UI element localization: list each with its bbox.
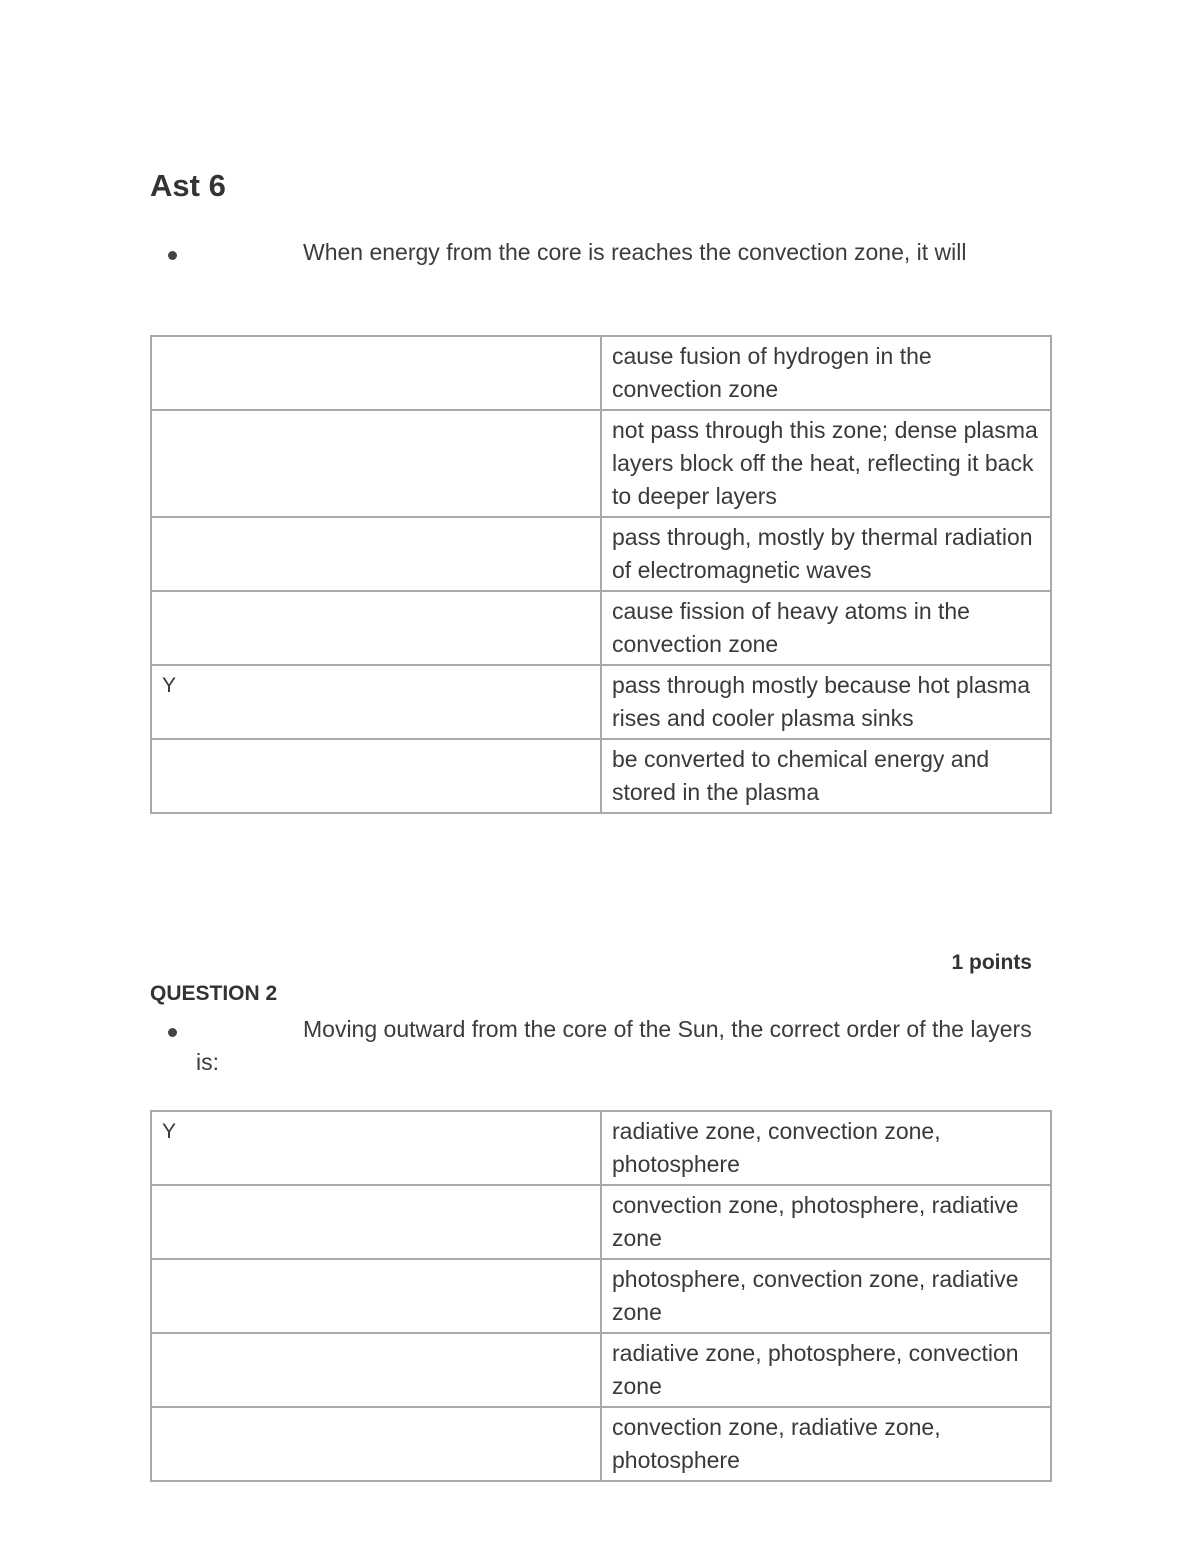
answer-row[interactable] xyxy=(151,1333,1051,1407)
answer-text: radiative zone, convection zone, photosphere xyxy=(601,1111,1051,1185)
question-2-label: QUESTION 2 xyxy=(150,982,278,1005)
answer-mark xyxy=(151,1185,601,1259)
answer-row[interactable] xyxy=(151,665,1051,739)
answer-text: photosphere, convection zone, radiative zone xyxy=(601,1259,1051,1333)
question-2-text: Moving outward from the core of the Sun, the correct order of the layers is: xyxy=(196,1016,1032,1075)
answer-row[interactable] xyxy=(151,410,1051,517)
answer-mark: Y xyxy=(151,665,601,739)
answer-row[interactable] xyxy=(151,1111,1051,1185)
answer-text: pass through, mostly by thermal radiation of electromagnetic waves xyxy=(601,517,1051,591)
question-2-answer-table xyxy=(150,1110,1052,1482)
answer-text: not pass through this zone; dense plasma layers block off the heat, reflecting it back to deeper layers xyxy=(601,410,1051,517)
answer-mark xyxy=(151,336,601,410)
answer-text: cause fusion of hydrogen in the convection zone xyxy=(601,336,1051,410)
answer-mark: Y xyxy=(151,1111,601,1185)
answer-mark xyxy=(151,591,601,665)
question-1-text: When energy from the core is reaches the convection zone, it will xyxy=(303,239,967,265)
answer-mark xyxy=(151,1259,601,1333)
bullet-icon xyxy=(168,1028,177,1037)
answer-row[interactable] xyxy=(151,591,1051,665)
question-2 xyxy=(160,1013,1040,1079)
answer-text: be converted to chemical energy and stored in the plasma xyxy=(601,739,1051,813)
question-1 xyxy=(160,236,1040,269)
document-title: Ast 6 xyxy=(150,168,226,203)
answer-mark xyxy=(151,1333,601,1407)
answer-mark xyxy=(151,739,601,813)
answer-row[interactable] xyxy=(151,1185,1051,1259)
answer-row[interactable] xyxy=(151,739,1051,813)
answer-text: pass through mostly because hot plasma rises and cooler plasma sinks xyxy=(601,665,1051,739)
answer-text: convection zone, photosphere, radiative zone xyxy=(601,1185,1051,1259)
answer-row[interactable] xyxy=(151,1259,1051,1333)
answer-row[interactable] xyxy=(151,1407,1051,1481)
answer-mark xyxy=(151,517,601,591)
answer-text: radiative zone, photosphere, convection zone xyxy=(601,1333,1051,1407)
answer-text: cause fission of heavy atoms in the convection zone xyxy=(601,591,1051,665)
bullet-icon xyxy=(168,251,177,260)
answer-mark xyxy=(151,410,601,517)
question-1-answer-table xyxy=(150,335,1052,814)
answer-row[interactable] xyxy=(151,517,1051,591)
answer-mark xyxy=(151,1407,601,1481)
answer-text: convection zone, radiative zone, photosphere xyxy=(601,1407,1051,1481)
answer-row[interactable] xyxy=(151,336,1051,410)
question-2-points: 1 points xyxy=(951,951,1032,974)
